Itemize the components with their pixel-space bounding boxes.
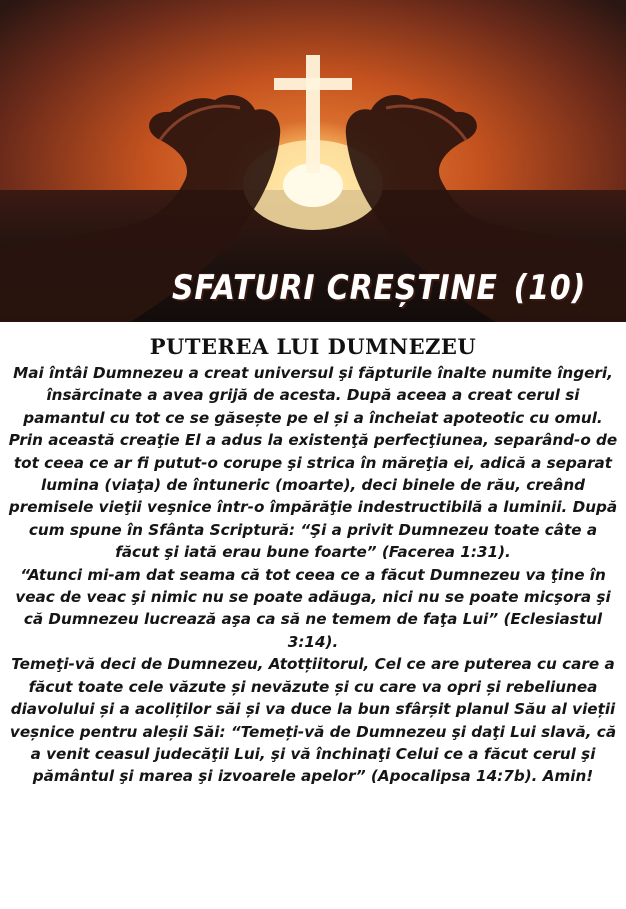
paragraph-2: “Atunci mi-am dat seama că tot ceea ce a făcut Dumnezeu va ţine în veac de veac şi nimic nu se poate adăuga, nici nu se poate micşora şi că Dumnezeu lucrează aşa ca să ne temem de faţa Lui” (Eclesiastul 3:14). <box>15 565 611 651</box>
banner-title-number: (10) <box>513 268 587 308</box>
paragraph-1: Mai întâi Dumnezeu a creat universul şi făpturile înalte numite îngeri, însărcinate a avea grijă de acesta. După aceea a creat cerul si pamantul cu tot ce se găsește pe el și a încheiat apoteotic cu omul. Prin această creaţie El a adus la existenţă perfecţiunea, separând-o de tot ceea ce ar fi putut-o corupe şi strica în măreţia ei, adică a separat lumina (viaţa) de întuneric (moarte), deci binele de rău, creând premisele vieţii veşnice într-o împărăţie indestructibilă a luminii. După cum spune în Sfânta Scriptură: “Şi a privit Dumnezeu toate câte a făcut şi iată erau bune foarte” (Facerea 1:31). <box>8 364 618 562</box>
banner-title-text: SFATURI CREȘTINE <box>172 268 498 308</box>
paragraph-3: Temeţi-vă deci de Dumnezeu, Atotțiitorul, Cel ce are puterea cu care a făcut toate cele văzute și nevăzute și cu care va opri și rebeliunea diavolului și a acoliților săi și va duce la bun sfârșit planul Său al vieții veșnice pentru aleșii Săi: “Temeți-vă de Dumnezeu şi daţi Lui slavă, că a venit ceasul judecăţii Lui, şi vă închinaţi Celui ce a făcut cerul şi pământul şi marea şi izvoarele apelor” (Apocalipsa 14:7b). Amin! <box>9 655 617 786</box>
article-body <box>8 362 618 788</box>
banner-title <box>172 268 586 308</box>
page-title: PUTEREA LUI DUMNEZEU <box>149 334 477 359</box>
banner-image <box>0 0 626 322</box>
